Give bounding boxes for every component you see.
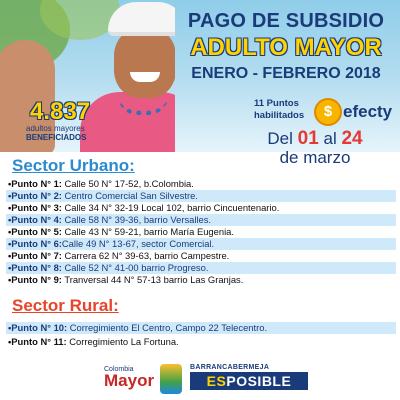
list-item: •Punto N° 11: Corregimiento La Fortuna. xyxy=(8,336,179,347)
list-item: •Punto N° 9: Tranversal 44 N° 57-13 barrio Las Granjas. xyxy=(8,274,244,285)
list-item: •Punto N° 6:Calle 49 N° 13-67, sector Comercial. xyxy=(6,238,396,250)
beneficiaries-label: adultos mayores xyxy=(26,124,85,133)
efecty-brand-name: efecty xyxy=(343,102,393,121)
title-line-2: ADULTO MAYOR xyxy=(190,34,382,61)
urban-heading: Sector Urbano: xyxy=(12,156,135,175)
date-from: 01 xyxy=(297,128,319,149)
points-enabled-label: habilitados xyxy=(254,110,305,121)
list-item: •Punto N° 2: Centro Comercial San Silvestre. xyxy=(6,190,396,202)
footer-logos xyxy=(0,358,400,400)
list-item: •Punto N° 3: Calle 34 N° 32-19 Local 102, barrio Cincuentenario. xyxy=(8,202,280,213)
title-line-1: PAGO DE SUBSIDIO xyxy=(187,10,385,32)
dates-month: de marzo xyxy=(279,148,351,167)
barrancabermeja-logo: BARRANCABERMEJA ESPOSIBLE xyxy=(190,364,310,390)
colombia-mayor-logo: Colombia Mayor xyxy=(104,366,155,390)
list-item: •Punto N° 8: Calle 52 N° 41-00 barrio Progreso. xyxy=(6,262,396,274)
urban-points-list xyxy=(6,178,396,286)
list-item: •Punto N° 7: Carrera 62 N° 39-63, barrio Campestre. xyxy=(8,250,230,261)
rural-points-list xyxy=(6,322,396,350)
header-banner xyxy=(0,0,400,152)
list-item: •Punto N° 5: Calle 43 N° 59-21, barrio María Eugenia. xyxy=(8,226,234,237)
beneficiaries-label-bold: BENEFICIADOS xyxy=(26,133,87,142)
title-line-3: ENERO - FEBRERO 2018 xyxy=(191,65,381,82)
date-to: 24 xyxy=(341,128,363,149)
seal-icon xyxy=(160,364,182,394)
list-item: •Punto N° 1: Calle 50 N° 17-52, b.Colombia. xyxy=(8,178,194,189)
dates-range xyxy=(230,128,400,150)
list-item: •Punto N° 4: Calle 58 N° 39-36, barrio Versalles. xyxy=(6,214,396,226)
efecty-logo xyxy=(314,98,392,126)
rural-heading: Sector Rural: xyxy=(12,296,119,315)
dates-del: Del xyxy=(267,129,293,148)
list-item: •Punto N° 10: Corregimiento El Centro, Campo 22 Telecentro. xyxy=(6,322,396,334)
dates-al: al xyxy=(323,129,337,148)
beneficiaries-count: 4.837 xyxy=(30,98,91,125)
efecty-coin-icon: $ xyxy=(314,98,342,126)
points-count-label: 11 Puntos xyxy=(254,98,299,109)
